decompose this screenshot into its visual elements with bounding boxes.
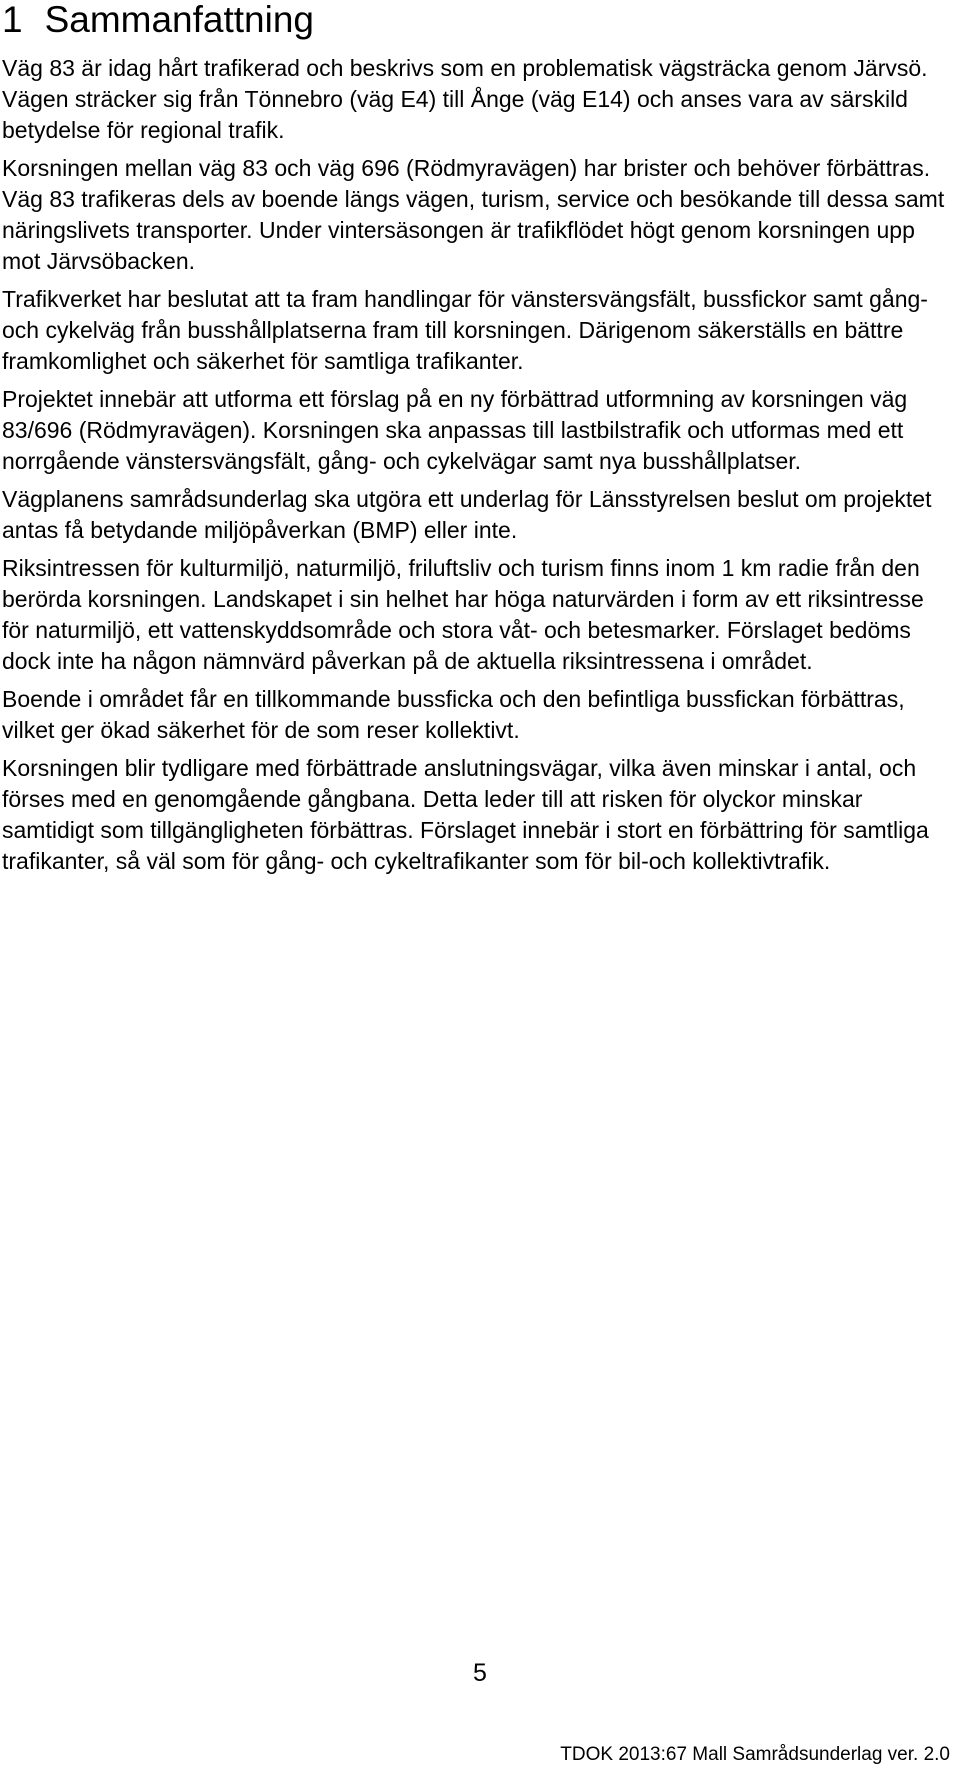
summary-body bbox=[2, 53, 952, 884]
section-heading bbox=[2, 0, 314, 42]
section-number: 1 bbox=[2, 0, 23, 40]
section-title: Sammanfattning bbox=[44, 0, 315, 40]
paragraph: Korsningen blir tydligare med förbättrade anslutningsvägar, vilka även minskar i antal, och förses med en genomgående gångbana. Detta leder till att risken för olyckor minskar samtidigt som tillgängligheten förbättras. Förslaget innebär i stort en förbättring för samtliga trafikanter, så väl som för gång- och cykeltrafikanter som för bil-och kollektivtrafik. bbox=[2, 755, 929, 874]
paragraph: Boende i området får en tillkommande bussficka och den befintliga bussfickan förbättras, vilket ger ökad säkerhet för de som reser kollektivt. bbox=[2, 686, 905, 743]
paragraph: Projektet innebär att utforma ett förslag på en ny förbättrad utformning av korsningen väg 83/696 (Rödmyravägen). Korsningen ska anpassas till lastbilstrafik och utformas med ett norrgående vänstersvängsfält, gång- och cykelvägar samt nya busshållplatser. bbox=[2, 386, 908, 474]
document-footer: TDOK 2013:67 Mall Samrådsunderlag ver. 2.0 bbox=[560, 1744, 950, 1765]
paragraph: Vägplanens samrådsunderlag ska utgöra ett underlag för Länsstyrelsen beslut om projektet antas få betydande miljöpåverkan (BMP) eller inte. bbox=[2, 486, 932, 543]
page-number: 5 bbox=[473, 1659, 487, 1687]
paragraph: Korsningen mellan väg 83 och väg 696 (Rödmyravägen) har brister och behöver förbättras. Väg 83 trafikeras dels av boende längs vägen, turism, service och besökande till dessa samt näringslivets transporter. Under vintersäsongen är trafikflödet högt genom korsningen upp mot Järvsöbacken. bbox=[2, 155, 945, 274]
paragraph: Väg 83 är idag hårt trafikerad och beskrivs som en problematisk vägsträcka genom Järvsö. Vägen sträcker sig från Tönnebro (väg E4) till Ånge (väg E14) och anses vara av särskild betydelse för regional trafik. bbox=[2, 55, 928, 143]
paragraph: Riksintressen för kulturmiljö, naturmiljö, friluftsliv och turism finns inom 1 km radie från den berörda korsningen. Landskapet i sin helhet har höga naturvärden i form av ett riksintresse för naturmiljö, ett vattenskyddsområde och stora våt- och betesmarker. Förslaget bedöms dock inte ha någon nämnvärd påverkan på de aktuella riksintressena i området. bbox=[2, 555, 924, 674]
paragraph: Trafikverket har beslutat att ta fram handlingar för vänstersvängsfält, bussfickor samt gång- och cykelväg från busshållplatserna fram till korsningen. Därigenom säkerställs en bättre framkomlighet och säkerhet för samtliga trafikanter. bbox=[2, 286, 928, 374]
